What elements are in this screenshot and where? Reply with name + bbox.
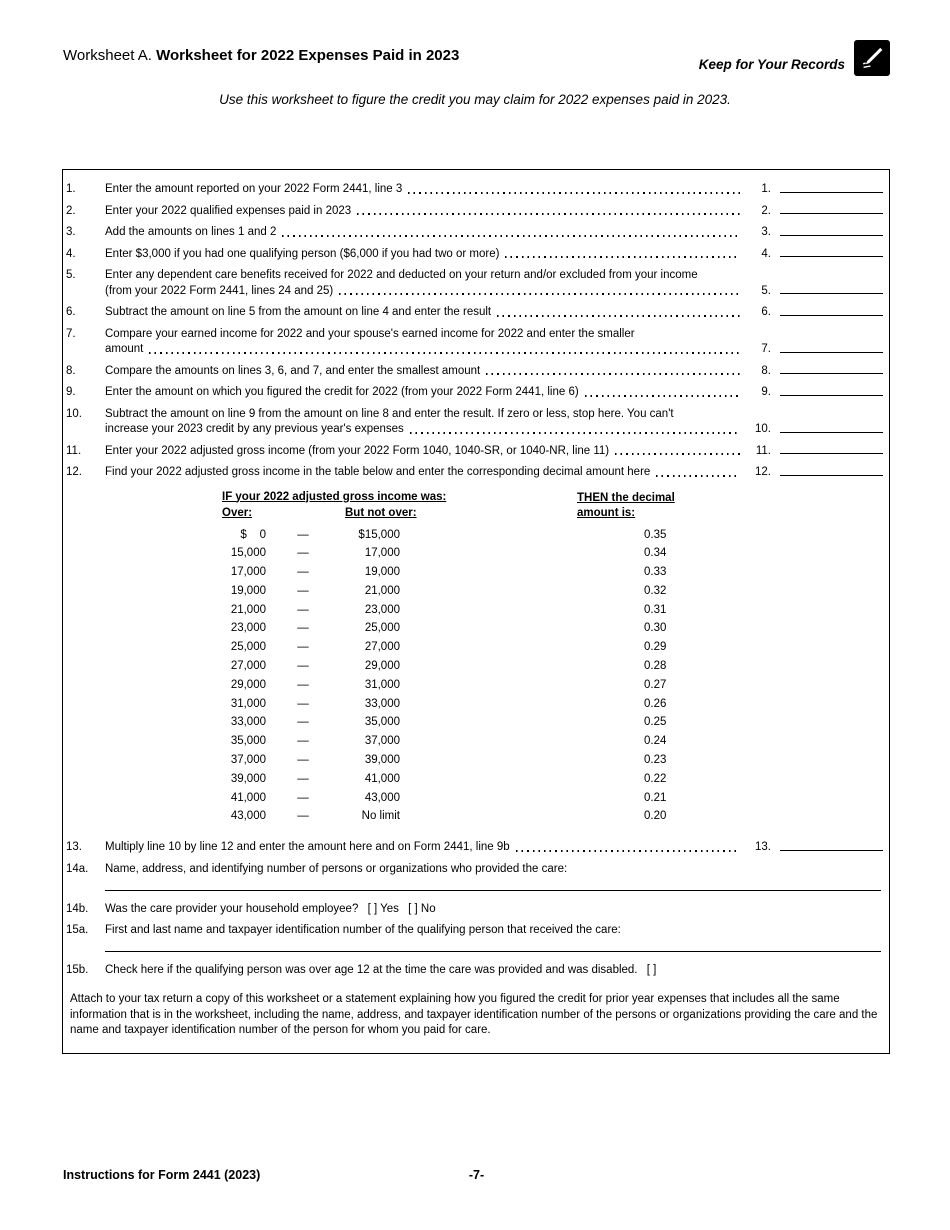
entry-line <box>780 453 883 454</box>
agi-over-value: 39,000 <box>230 772 266 785</box>
line-text: amount <box>105 343 144 355</box>
line-text: Add the amounts on lines 1 and 2 <box>105 226 277 238</box>
agi-but-not-over-value: 23,000 <box>364 603 400 616</box>
agi-over-value: 41,000 <box>230 791 266 804</box>
dot-leader <box>516 850 740 852</box>
agi-spacer <box>400 695 644 714</box>
agi-spacer <box>400 807 644 826</box>
agi-table-row <box>222 695 883 714</box>
entry-line <box>780 373 883 374</box>
agi-over-value: 15,000 <box>230 547 266 560</box>
line-content <box>105 465 745 481</box>
agi-over-value: $ 0 <box>240 528 266 541</box>
entry-line <box>780 315 883 316</box>
line-number: 10. <box>66 407 82 420</box>
dot-leader <box>615 453 740 455</box>
agi-spacer <box>400 601 644 620</box>
line-14a-text: Name, address, and identifying number of persons or organizations who provided the care: <box>105 862 568 875</box>
agi-but-not-over-value: 39,000 <box>364 754 400 767</box>
pencil-icon <box>854 40 890 76</box>
agi-header-left: IF your 2022 adjusted gross income was: <box>222 490 447 503</box>
keep-for-records-label: Keep for Your Records <box>698 57 845 72</box>
agi-spacer <box>400 638 644 657</box>
line-number: 8. <box>66 364 76 377</box>
line-number: 15a. <box>66 923 89 936</box>
line-content <box>105 182 745 198</box>
no-checkbox: [ ] No <box>408 903 436 916</box>
line-number: 14b. <box>66 903 89 916</box>
worksheet-line <box>66 385 883 401</box>
line-text: Enter any dependent care benefits received for 2022 and deducted on your return and/or excluded from your income <box>105 269 698 281</box>
agi-rows <box>222 526 883 827</box>
agi-table-row <box>222 751 883 770</box>
agi-dash: — <box>297 735 309 748</box>
line-content <box>105 305 745 321</box>
entry-line <box>780 293 883 294</box>
line-ref-number: 13. <box>755 841 771 854</box>
agi-table-row <box>222 544 883 563</box>
agi-table-row <box>222 563 883 582</box>
agi-spacer <box>400 751 644 770</box>
agi-decimal-value: 0.23 <box>644 754 667 767</box>
agi-table-row <box>222 638 883 657</box>
agi-table-row <box>222 713 883 732</box>
line-content <box>105 385 745 401</box>
agi-but-not-over-value: 17,000 <box>364 547 400 560</box>
agi-spacer <box>400 732 644 751</box>
line-14a <box>66 862 883 878</box>
dot-leader <box>408 192 740 194</box>
agi-header-right: THEN the decimal amount is: <box>577 491 675 519</box>
agi-table-row <box>222 676 883 695</box>
agi-over-value: 43,000 <box>230 810 266 823</box>
agi-decimal-value: 0.35 <box>644 528 667 541</box>
entry-line <box>780 192 883 193</box>
agi-table <box>222 491 883 827</box>
line-number: 12. <box>66 466 82 478</box>
worksheet-line <box>66 444 883 460</box>
line-text: Subtract the amount on line 9 from the amount on line 8 and enter the result. If zero or less, stop here. You can't <box>105 407 674 420</box>
agi-col-but-not-over: But not over: <box>345 506 417 519</box>
agi-decimal-value: 0.24 <box>644 735 667 748</box>
line-number: 1. <box>66 183 76 195</box>
line-content <box>105 444 745 460</box>
entry-line <box>780 352 883 353</box>
agi-over-value: 33,000 <box>230 716 266 729</box>
entry-line <box>780 432 883 433</box>
agi-decimal-value: 0.26 <box>644 697 667 710</box>
agi-dash: — <box>297 791 309 804</box>
line-number: 4. <box>66 247 76 260</box>
agi-dash: — <box>297 566 309 579</box>
agi-table-row <box>222 526 883 545</box>
line-content <box>105 247 745 263</box>
line-text: Enter your 2022 qualified expenses paid in 2023 <box>105 204 352 217</box>
dot-leader <box>585 395 740 397</box>
line-number: 7. <box>66 327 76 340</box>
agi-decimal-value: 0.22 <box>644 772 667 785</box>
agi-spacer <box>400 676 644 695</box>
agi-decimal-value: 0.21 <box>644 791 667 804</box>
line-ref-number: 12. <box>755 466 771 478</box>
agi-table-row <box>222 789 883 808</box>
line-content <box>105 407 745 438</box>
disabled-checkbox: [ ] <box>646 964 657 977</box>
agi-dash: — <box>297 603 309 616</box>
agi-over-value: 17,000 <box>230 566 266 579</box>
dot-leader <box>497 315 740 317</box>
line-14b <box>66 902 883 918</box>
agi-over-value: 31,000 <box>230 697 266 710</box>
agi-over-value: 27,000 <box>230 660 266 673</box>
agi-table-row <box>222 732 883 751</box>
agi-dash: — <box>297 622 309 635</box>
agi-but-not-over-value: 33,000 <box>364 697 400 710</box>
agi-over-value: 29,000 <box>230 678 266 691</box>
agi-decimal-value: 0.33 <box>644 566 667 579</box>
line-text: Enter the amount on which you figured the credit for 2022 (from your 2022 Form 2441, line 6) <box>105 386 579 398</box>
line-ref-number: 11. <box>755 444 771 457</box>
agi-but-not-over-value: 35,000 <box>364 716 400 729</box>
provider-info-entry-line <box>105 890 881 891</box>
agi-spacer <box>400 544 644 563</box>
dot-leader <box>357 213 740 215</box>
agi-column-headers <box>222 507 883 526</box>
attach-note: Attach to your tax return a copy of this worksheet or a statement explaining how you figured the credit for prior year expenses that includes all the same information that is in the worksheet, including the name, address, and taxpayer identification number of the persons or organizations providing the care and the name and taxpayer identification number of the person for whom you paid for care. <box>70 992 878 1037</box>
dot-leader <box>339 293 740 295</box>
agi-table-row <box>222 770 883 789</box>
agi-decimal-value: 0.28 <box>644 660 667 673</box>
line-text: Compare your earned income for 2022 and your spouse's earned income for 2022 and enter the smaller <box>105 327 635 340</box>
agi-dash: — <box>297 716 309 729</box>
entry-line <box>780 475 883 476</box>
agi-dash: — <box>297 547 309 560</box>
keep-for-records <box>699 40 890 76</box>
agi-dash: — <box>297 528 309 541</box>
qualifying-person-entry-line <box>105 951 881 952</box>
agi-but-not-over-value: 41,000 <box>364 772 400 785</box>
agi-but-not-over-value: 21,000 <box>364 584 400 597</box>
entry-line <box>780 850 883 851</box>
agi-table-row <box>222 582 883 601</box>
entry-line <box>780 395 883 396</box>
worksheet-line-13-host <box>66 840 883 856</box>
line-15a-text: First and last name and taxpayer identification number of the qualifying person that received the care: <box>105 923 621 936</box>
yes-checkbox: [ ] Yes <box>367 903 399 916</box>
line-ref-number: 1. <box>761 183 771 195</box>
footer-page-number: -7- <box>468 1168 485 1182</box>
worksheet-line <box>66 182 883 198</box>
dot-leader <box>505 256 740 258</box>
worksheet-line <box>66 268 883 299</box>
agi-table-row <box>222 807 883 826</box>
line-text: Enter your 2022 adjusted gross income (from your 2022 Form 1040, 1040-SR, or 1040-NR, line 11) <box>105 444 610 457</box>
agi-decimal-value: 0.20 <box>644 810 667 823</box>
footer-form-title: Instructions for Form 2441 (2023) <box>63 1168 261 1182</box>
agi-over-value: 25,000 <box>230 641 266 654</box>
line-content <box>105 364 745 380</box>
line-ref-number: 7. <box>761 343 771 355</box>
worksheet-line <box>66 840 883 856</box>
agi-over-value: 37,000 <box>230 754 266 767</box>
agi-spacer <box>400 582 644 601</box>
agi-table-row <box>222 619 883 638</box>
agi-dash: — <box>297 772 309 785</box>
line-number: 6. <box>66 306 76 318</box>
worksheet-subtitle: Use this worksheet to figure the credit you may claim for 2022 expenses paid in 2023. <box>219 92 731 107</box>
agi-but-not-over-value: 37,000 <box>364 735 400 748</box>
line-number: 13. <box>66 841 82 854</box>
line-ref-number: 10. <box>755 423 771 435</box>
line-ref-number: 8. <box>761 364 771 377</box>
line-15b-text: Check here if the qualifying person was over age 12 at the time the care was provided and was disabled. <box>105 964 638 977</box>
line-number: 14a. <box>66 862 89 875</box>
line-number: 15b. <box>66 964 89 977</box>
agi-but-not-over-value: 27,000 <box>364 641 400 654</box>
agi-but-not-over-value: 25,000 <box>364 622 400 635</box>
line-14b-text: Was the care provider your household employee? <box>105 903 359 916</box>
line-text: Enter the amount reported on your 2022 Form 2441, line 3 <box>105 183 403 195</box>
line-text: Subtract the amount on line 5 from the amount on line 4 and enter the result <box>105 306 492 318</box>
dot-leader <box>149 352 740 354</box>
page-header <box>63 0 890 76</box>
line-content <box>105 327 745 358</box>
agi-decimal-value: 0.25 <box>644 716 667 729</box>
line-number: 2. <box>66 204 76 217</box>
line-text: (from your 2022 Form 2441, lines 24 and 25) <box>105 284 334 297</box>
line-number: 11. <box>66 444 82 457</box>
agi-spacer <box>400 526 644 545</box>
line-ref-number: 5. <box>761 284 771 297</box>
entry-line <box>780 256 883 257</box>
agi-spacer <box>400 770 644 789</box>
agi-decimal-value: 0.32 <box>644 584 667 597</box>
agi-over-value: 23,000 <box>230 622 266 635</box>
agi-decimal-value: 0.34 <box>644 547 667 560</box>
line-content <box>105 840 745 856</box>
agi-dash: — <box>297 660 309 673</box>
agi-dash: — <box>297 678 309 691</box>
agi-decimal-value: 0.27 <box>644 678 667 691</box>
page-footer <box>63 1168 890 1182</box>
agi-but-not-over-value: 19,000 <box>364 566 400 579</box>
worksheet-line <box>66 225 883 241</box>
agi-spacer <box>400 657 644 676</box>
agi-dash: — <box>297 754 309 767</box>
line-ref-number: 9. <box>761 386 771 398</box>
worksheet-title-text: Worksheet for 2022 Expenses Paid in 2023 <box>156 47 460 64</box>
agi-decimal-value: 0.31 <box>644 603 667 616</box>
agi-but-not-over-value: 43,000 <box>364 791 400 804</box>
worksheet-line <box>66 327 883 358</box>
agi-over-value: 35,000 <box>230 735 266 748</box>
dot-leader <box>656 475 740 477</box>
line-15b <box>66 963 883 979</box>
line-content <box>105 268 745 299</box>
dot-leader <box>410 432 740 434</box>
agi-spacer <box>400 789 644 808</box>
agi-but-not-over-value: 31,000 <box>364 678 400 691</box>
worksheet-label: Worksheet A. <box>63 47 152 64</box>
line-number: 5. <box>66 269 76 281</box>
line-text: Multiply line 10 by line 12 and enter the amount here and on Form 2441, line 9b <box>105 841 510 854</box>
line-content <box>105 225 745 241</box>
agi-table-row <box>222 601 883 620</box>
agi-col-over: Over: <box>222 506 253 519</box>
agi-dash: — <box>297 584 309 597</box>
worksheet-lines <box>66 182 883 481</box>
worksheet-line <box>66 364 883 380</box>
worksheet-title <box>63 40 459 64</box>
line-number: 9. <box>66 386 76 398</box>
worksheet-box <box>62 169 890 1054</box>
agi-spacer <box>400 713 644 732</box>
entry-line <box>780 235 883 236</box>
worksheet-line <box>66 305 883 321</box>
agi-over-value: 19,000 <box>230 584 266 597</box>
line-content <box>105 204 745 220</box>
agi-decimal-value: 0.29 <box>644 641 667 654</box>
agi-spacer <box>400 563 644 582</box>
dot-leader <box>486 373 740 375</box>
agi-decimal-value: 0.30 <box>644 622 667 635</box>
line-15a <box>66 923 883 939</box>
agi-dash: — <box>297 810 309 823</box>
dot-leader <box>282 235 740 237</box>
line-text: Find your 2022 adjusted gross income in the table below and enter the corresponding decimal amount here <box>105 466 651 478</box>
line-text: Compare the amounts on lines 3, 6, and 7, and enter the smallest amount <box>105 364 481 377</box>
entry-line <box>780 213 883 214</box>
line-ref-number: 6. <box>761 306 771 318</box>
worksheet-line <box>66 465 883 481</box>
worksheet-line <box>66 204 883 220</box>
agi-dash: — <box>297 697 309 710</box>
line-ref-number: 3. <box>761 226 771 238</box>
agi-dash: — <box>297 641 309 654</box>
line-text: increase your 2023 credit by any previous year's expenses <box>105 423 404 435</box>
agi-but-not-over-value: $15,000 <box>358 528 400 541</box>
line-number: 3. <box>66 226 76 238</box>
agi-spacer <box>400 619 644 638</box>
line-text: Enter $3,000 if you had one qualifying person ($6,000 if you had two or more) <box>105 247 500 260</box>
line-ref-number: 2. <box>761 204 771 217</box>
worksheet-line <box>66 247 883 263</box>
agi-over-value: 21,000 <box>230 603 266 616</box>
line-ref-number: 4. <box>761 247 771 260</box>
agi-but-not-over-value: 29,000 <box>364 660 400 673</box>
agi-but-not-over-value: No limit <box>361 810 400 823</box>
agi-table-row <box>222 657 883 676</box>
worksheet-line <box>66 407 883 438</box>
